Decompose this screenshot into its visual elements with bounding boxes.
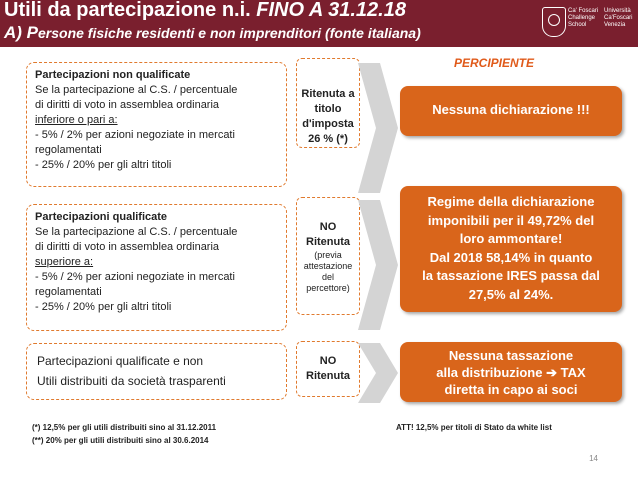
row1-mid-box: Ritenuta a titolo d'imposta 26 % (*) bbox=[296, 58, 360, 148]
row3-left-box: Partecipazioni qualificate e non Utili distribuiti da società trasparenti bbox=[26, 343, 287, 400]
page-number: 14 bbox=[589, 454, 598, 463]
row2-result-box: Regime della dichiarazione imponibili per il 49,72% del loro ammontare! Dal 2018 58,14% in quanto la tassazione IRES passa dal 27,5% al 24%. bbox=[400, 186, 622, 312]
row1-result-box: Nessuna dichiarazione !!! bbox=[400, 86, 622, 136]
footnote-2: (**) 20% per gli utili distribuiti sino al 30.6.2014 bbox=[32, 436, 209, 445]
row1-arrow-icon bbox=[358, 63, 398, 193]
att-note: ATT! 12,5% per titoli di Stato da white list bbox=[396, 423, 552, 432]
row3-mid-box: NO Ritenuta bbox=[296, 341, 360, 397]
row3-result-box: Nessuna tassazione alla distribuzione ➔ TAX diretta in capo ai soci bbox=[400, 342, 622, 402]
row2-arrow-icon bbox=[358, 200, 398, 330]
row2-mid-box: NO Ritenuta (previa attestazione del percettore) bbox=[296, 197, 360, 315]
slide-subtitle: A) Persone fisiche residenti e non imprenditori (fonte italiana) bbox=[4, 23, 421, 42]
university-logo: Ca' Foscari Challenge School Università Ca'Foscari Venezia bbox=[536, 6, 632, 42]
slide-title: Utili da partecipazione n.i. FINO A 31.12.18 bbox=[4, 0, 406, 21]
footnote-1: (*) 12,5% per gli utili distribuiti sino al 31.12.2011 bbox=[32, 423, 217, 432]
row1-left-box: Partecipazioni non qualificate Se la partecipazione al C.S. / percentuale di diritti di voto in assemblea ordinaria inferiore o pari a: - 5% / 2% per azioni negoziate in mercati regolamentati - 25% / 20% per gli altri titoli bbox=[26, 62, 287, 187]
row1-left-title: Partecipazioni non qualificate bbox=[35, 69, 191, 81]
arrow-right-icon: ➔ bbox=[546, 365, 558, 380]
crest-icon bbox=[542, 7, 566, 37]
row2-left-box: Partecipazioni qualificate Se la partecipazione al C.S. / percentuale di diritti di voto in assemblea ordinaria superiore a: - 5% / 2% per azioni negoziate in mercati regolamentati - 25% / 20% per gli altri titoli bbox=[26, 204, 287, 331]
row2-left-title: Partecipazioni qualificate bbox=[35, 211, 168, 223]
percipiente-label: PERCIPIENTE bbox=[454, 56, 535, 70]
slide-header bbox=[0, 0, 638, 47]
row3-arrow-icon bbox=[358, 343, 398, 403]
